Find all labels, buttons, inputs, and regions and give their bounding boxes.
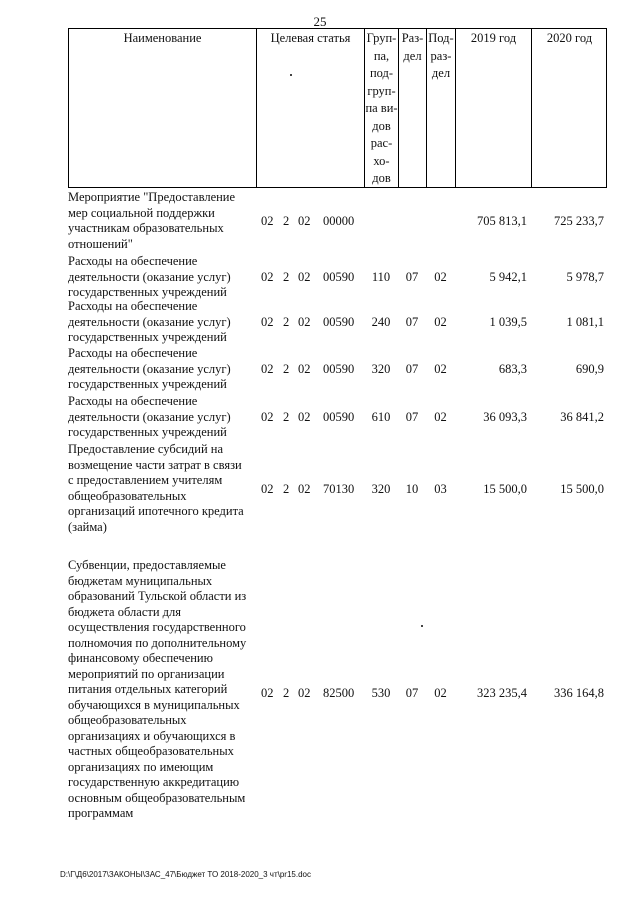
subsection-code: 03 xyxy=(434,482,447,496)
value-2020: 336 164,8 xyxy=(554,686,604,700)
section-code: 07 xyxy=(405,270,419,284)
code-subprogram: 2 xyxy=(283,315,290,329)
subsection-code: 02 xyxy=(434,362,447,376)
code-subprogram: 2 xyxy=(283,270,290,284)
column-divider xyxy=(531,28,532,188)
value-2019: 36 093,3 xyxy=(483,410,527,424)
value-2019: 323 235,4 xyxy=(477,686,527,700)
group-code: 110 xyxy=(371,270,391,284)
header-group: Груп- па, под- груп- па ви- дов рас- хо- дов xyxy=(365,31,398,185)
group-code: 320 xyxy=(371,482,391,496)
code-program: 02 xyxy=(261,410,274,424)
code-main-event: 02 xyxy=(298,214,311,228)
row-name: Мероприятие "Предоставление мер социальной поддержки участникам образовательных отношений" xyxy=(68,190,236,251)
code-main-event: 02 xyxy=(298,482,311,496)
code-program: 02 xyxy=(261,214,274,228)
value-2020: 36 841,2 xyxy=(560,410,604,424)
code-direction: 00000 xyxy=(323,214,355,228)
value-2019: 705 813,1 xyxy=(477,214,527,228)
section-code: 07 xyxy=(405,315,419,329)
code-direction: 70130 xyxy=(323,482,355,496)
row-name: Расходы на обеспечение деятельности (оказание услуг) государственных учреждений xyxy=(68,394,231,439)
value-2019: 1 039,5 xyxy=(489,315,527,329)
code-main-event: 02 xyxy=(298,315,311,329)
row-name: Расходы на обеспечение деятельности (оказание услуг) государственных учреждений xyxy=(68,299,231,344)
group-code: 240 xyxy=(371,315,391,329)
section-code: 07 xyxy=(405,362,419,376)
section-code: 10 xyxy=(405,482,419,496)
group-code: 530 xyxy=(371,686,391,700)
code-main-event: 02 xyxy=(298,410,311,424)
group-code: 610 xyxy=(371,410,391,424)
code-direction: 82500 xyxy=(323,686,355,700)
header-section: Раз- дел xyxy=(401,31,424,63)
row-name: Расходы на обеспечение деятельности (оказание услуг) государственных учреждений xyxy=(68,254,231,299)
value-2020: 15 500,0 xyxy=(560,482,604,496)
code-direction: 00590 xyxy=(323,410,355,424)
row-name: Расходы на обеспечение деятельности (оказание услуг) государственных учреждений xyxy=(68,346,231,391)
code-program: 02 xyxy=(261,686,274,700)
header-2019: 2019 год xyxy=(470,31,517,45)
column-divider xyxy=(256,28,257,188)
subsection-code: 02 xyxy=(434,315,447,329)
subsection-code: 02 xyxy=(434,270,447,284)
code-subprogram: 2 xyxy=(283,482,290,496)
row-name: Предоставление субсидий на возмещение части затрат в связи с предоставлением учителям общеобразовательных организаций ипотечного кредита (займа) xyxy=(68,442,244,534)
section-code: 07 xyxy=(405,686,419,700)
scan-speck xyxy=(290,74,292,76)
code-program: 02 xyxy=(261,482,274,496)
code-direction: 00590 xyxy=(323,362,355,376)
value-2020: 690,9 xyxy=(575,362,604,376)
header-2020: 2020 год xyxy=(546,31,593,45)
row-name: Субвенции, предоставляемые бюджетам муниципальных образований Тульской области из бюджета области для осуществления государственного полномочия по дополнительному финансовому обеспечению мероприятий по организации питания отдельных категорий обучающихся в муниципальных общеобразовательных организациях и обучающихся в частных общеобразовательных организациях по имеющим государственную аккредитацию основным общеобразовательным программам xyxy=(68,558,247,820)
value-2019: 5 942,1 xyxy=(489,270,527,284)
code-program: 02 xyxy=(261,362,274,376)
subsection-code: 02 xyxy=(434,410,447,424)
code-subprogram: 2 xyxy=(283,362,290,376)
code-direction: 00590 xyxy=(323,315,355,329)
code-main-event: 02 xyxy=(298,362,311,376)
scan-speck xyxy=(421,625,423,627)
value-2020: 725 233,7 xyxy=(554,214,604,228)
code-main-event: 02 xyxy=(298,270,311,284)
table-header xyxy=(68,28,607,188)
code-subprogram: 2 xyxy=(283,214,290,228)
page-number: 25 xyxy=(313,14,327,29)
header-name: Наименование xyxy=(123,31,202,45)
code-direction: 00590 xyxy=(323,270,355,284)
value-2020: 1 081,1 xyxy=(566,315,604,329)
value-2019: 15 500,0 xyxy=(483,482,527,496)
code-program: 02 xyxy=(261,315,274,329)
code-subprogram: 2 xyxy=(283,686,290,700)
column-divider xyxy=(455,28,456,188)
header-target: Целевая статья xyxy=(270,31,351,45)
code-subprogram: 2 xyxy=(283,410,290,424)
value-2019: 683,3 xyxy=(498,362,527,376)
header-subsection: Под- раз- дел xyxy=(428,31,454,80)
code-main-event: 02 xyxy=(298,686,311,700)
subsection-code: 02 xyxy=(434,686,447,700)
value-2020: 5 978,7 xyxy=(566,270,604,284)
code-program: 02 xyxy=(261,270,274,284)
group-code: 320 xyxy=(371,362,391,376)
footer-file-path: D:\Г\Д6\2017\ЗАКОНЫ\ЗАС_47\Бюджет ТО 2018-2020_3 чт\pr15.doc xyxy=(60,870,311,879)
section-code: 07 xyxy=(405,410,419,424)
